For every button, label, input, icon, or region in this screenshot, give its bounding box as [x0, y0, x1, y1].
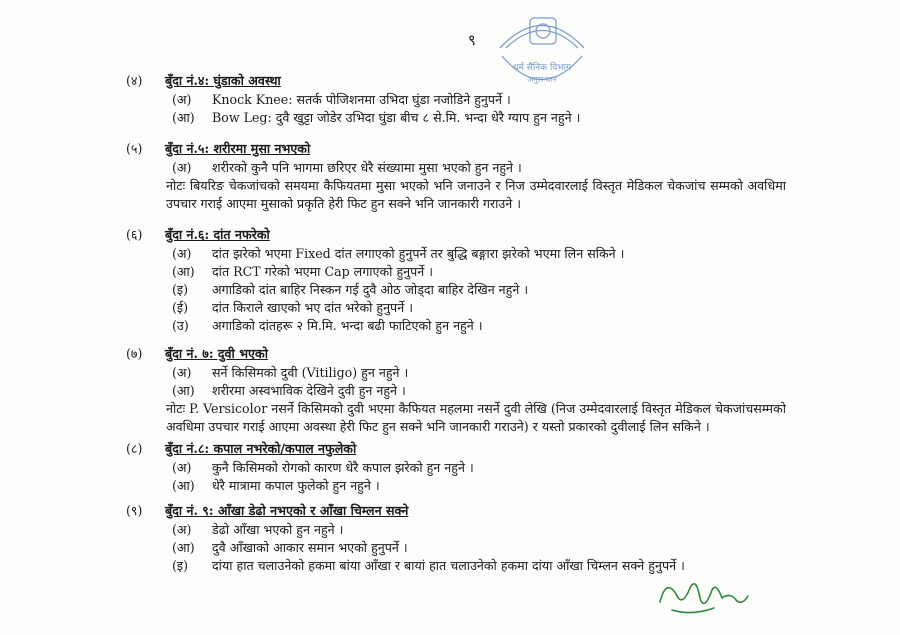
note-paragraph: नोटः P. Versicolor नसर्ने किसिमको दुवी भएमा कैफियत महलमा नसर्ने दुवी लेखि (निज उम्मेदवारलाई विस्तृत मेडिकल चेकजांचसम्मको अवधिमा उपचार गराई आएमा अवस्था हेरी फिट हुन सक्ने भनि जानकारी गराउने) र यस्तो प्रकारको दुवीलाई लिन सकिने ।	[166, 401, 786, 434]
svg-text:अनुसन्धान: अनुसन्धान	[527, 75, 557, 84]
list-item: (इ) अगाडिको दांत बाहिर निस्कन गई दुवै ओठ जोड्दा बाहिर देखिन नहुने ।	[172, 282, 529, 297]
list-item: (अ) Knock Knee: सतर्क पोजिशनमा उभिदा घुंडा नजोडिने हुनुपर्ने ।	[172, 92, 511, 107]
signature	[652, 572, 752, 620]
list-item: (अ) डेढो आँखा भएको हुन नहुने ।	[172, 522, 344, 537]
list-item: (आ) धेरै मात्रामा कपाल फुलेको हुन नहुने ।	[172, 478, 380, 493]
section-heading: बुँदा नं.८: कपाल नभरेको/कपाल नफुलेको	[165, 441, 357, 456]
list-item: (अ) दांत झरेको भएमा Fixed दांत लगाएको हुनुपर्ने तर बुद्धि बङ्गारा झरेको भएमा लिन सकिने ।	[172, 246, 625, 261]
list-item: (अ) शरीरको कुनै पनि भागमा छरिएर धेरै संख्यामा मुसा भएको हुन नहुने ।	[172, 160, 522, 175]
page-number: ९	[468, 31, 476, 49]
list-item: (इ) दांया हात चलाउनेको हकमा बांया आँखा र बायां हात चलाउनेको हकमा दांया आँखा चिम्लन सक्ने हुनुपर्ने ।	[172, 558, 685, 573]
section-number: (७)	[126, 346, 143, 361]
svg-text:धर्म सैनिक विभाग: धर्म सैनिक विभाग	[512, 63, 572, 73]
section-number: (६)	[126, 227, 143, 242]
section-heading: बुँदा नं.६: दांत नफरेको	[165, 227, 270, 242]
section-heading: बुँदा नं.४: घुंडाको अवस्था	[165, 73, 281, 88]
list-item: (ई) दांत किराले खाएको भए दांत भरेको हुनुपर्ने ।	[172, 300, 413, 315]
list-item: (आ) Bow Leg: दुवै खुट्टा जोडेर उभिदा घुंडा बीच ८ से.मि. भन्दा धेरै ग्याप हुन नहुने ।	[172, 110, 581, 125]
list-item: (आ) शरीरमा अस्वभाविक देखिने दुवी हुन नहुने ।	[172, 383, 406, 398]
section-heading: बुँदा नं. ९: आँखा डेढो नभएको र आँखा चिम्लन सक्ने	[165, 503, 409, 518]
section-heading: बुँदा नं. ७: दुवी भएको	[165, 346, 268, 361]
list-item: (आ) दुवै आँखाको आकार समान भएको हुनुपर्ने ।	[172, 540, 408, 555]
list-item: (आ) दांत RCT गरेको भएमा Cap लगाएको हुनुपर्ने ।	[172, 264, 434, 279]
note-paragraph: नोटः बियरिङ चेकजांचको समयमा कैफियतमा मुसा भएको भनि जनाउने र निज उम्मेदवारलाई विस्तृत मेडिकल चेकजांच सम्मको अवधिमा उपचार गराई आएमा मुसाको प्रकृति हेरी फिट हुन सक्ने भनि जानकारी गराउने ।	[166, 178, 786, 211]
section-number: (८)	[126, 441, 143, 456]
list-item: (अ) सर्ने किसिमको दुवी (Vitiligo) हुन नहुने ।	[172, 365, 409, 380]
section-number: (४)	[126, 73, 143, 88]
list-item: (अ) कुनै किसिमको रोगको कारण धेरै कपाल झरेको हुन नहुने ।	[172, 460, 474, 475]
office-stamp	[492, 8, 592, 100]
list-item: (उ) अगाडिको दांतहरू २ मि.मि. भन्दा बढी फाटिएको हुन नहुने ।	[172, 318, 483, 333]
section-number: (९)	[126, 503, 143, 518]
section-number: (५)	[126, 141, 143, 156]
section-heading: बुँदा नं.५: शरीरमा मुसा नभएको	[165, 141, 311, 156]
